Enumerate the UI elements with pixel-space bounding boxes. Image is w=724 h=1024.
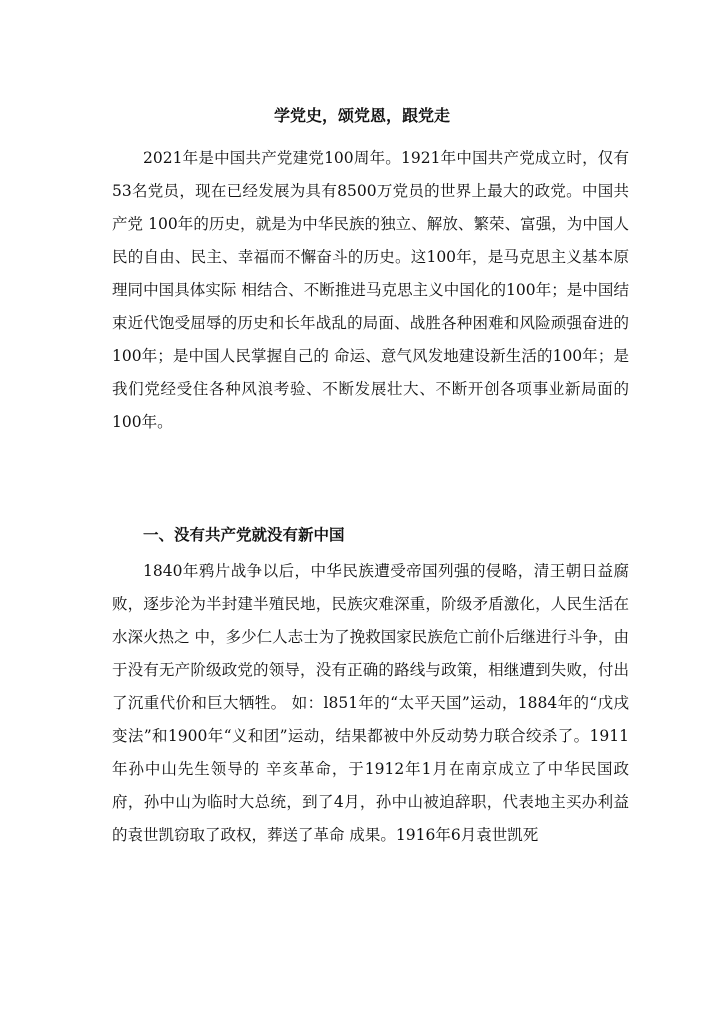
section-heading: 一、没有共产党就没有新中国 — [143, 525, 345, 544]
intro-paragraph: 2021年是中国共产党建党100周年。1921年中国共产党成立时，仅有53名党员，现在已经发展为具有8500万党员的世界上最大的政党。中国共产党 100年的历史，就是为中华民族的独立、解放、繁荣、富强，为中国人民的自由、民主、幸福而不懈奋斗的历史。这100年，是马克思主义基本原理同中国具体实际 相结合、不断推进马克思主义中国化的100年；是中国结束近代饱受屈辱的历史和长年战乱的局面、战胜各种困难和风险顽强奋进的100年；是中国人民掌握自己的 命运、意气风发地建设新生活的100年；是我们党经受住各种风浪考验、不断发展壮大、不断开创各项事业新局面的100年。 — [112, 149, 629, 431]
page-title: 学党史，颂党恩，跟党走 — [273, 106, 450, 125]
section-paragraph: 1840年鸦片战争以后，中华民族遭受帝国列强的侵略，清王朝日益腐败，逐步沦为半封建半殖民地，民族灾难深重，阶级矛盾激化，人民生活在水深火热之 中，多少仁人志士为了挽救国家民族危亡前仆后继进行斗争，由于没有无产阶级政党的领导，没有正确的路线与政策，相继遭到失败，付出了沉重代价和巨大牺牲。 如：l851年的“太平天国”运动，1884年的“戊戌变法”和1900年“义和团”运动，结果都被中外反动势力联合绞杀了。1911年孙中山先生领导的 辛亥革命，于1912年1月在南京成立了中华民国政府，孙中山为临时大总统，到了4月，孙中山被迫辞职，代表地主买办利益的袁世凯窃取了政权，葬送了革命 成果。1916年6月袁世凯死 — [112, 562, 629, 844]
